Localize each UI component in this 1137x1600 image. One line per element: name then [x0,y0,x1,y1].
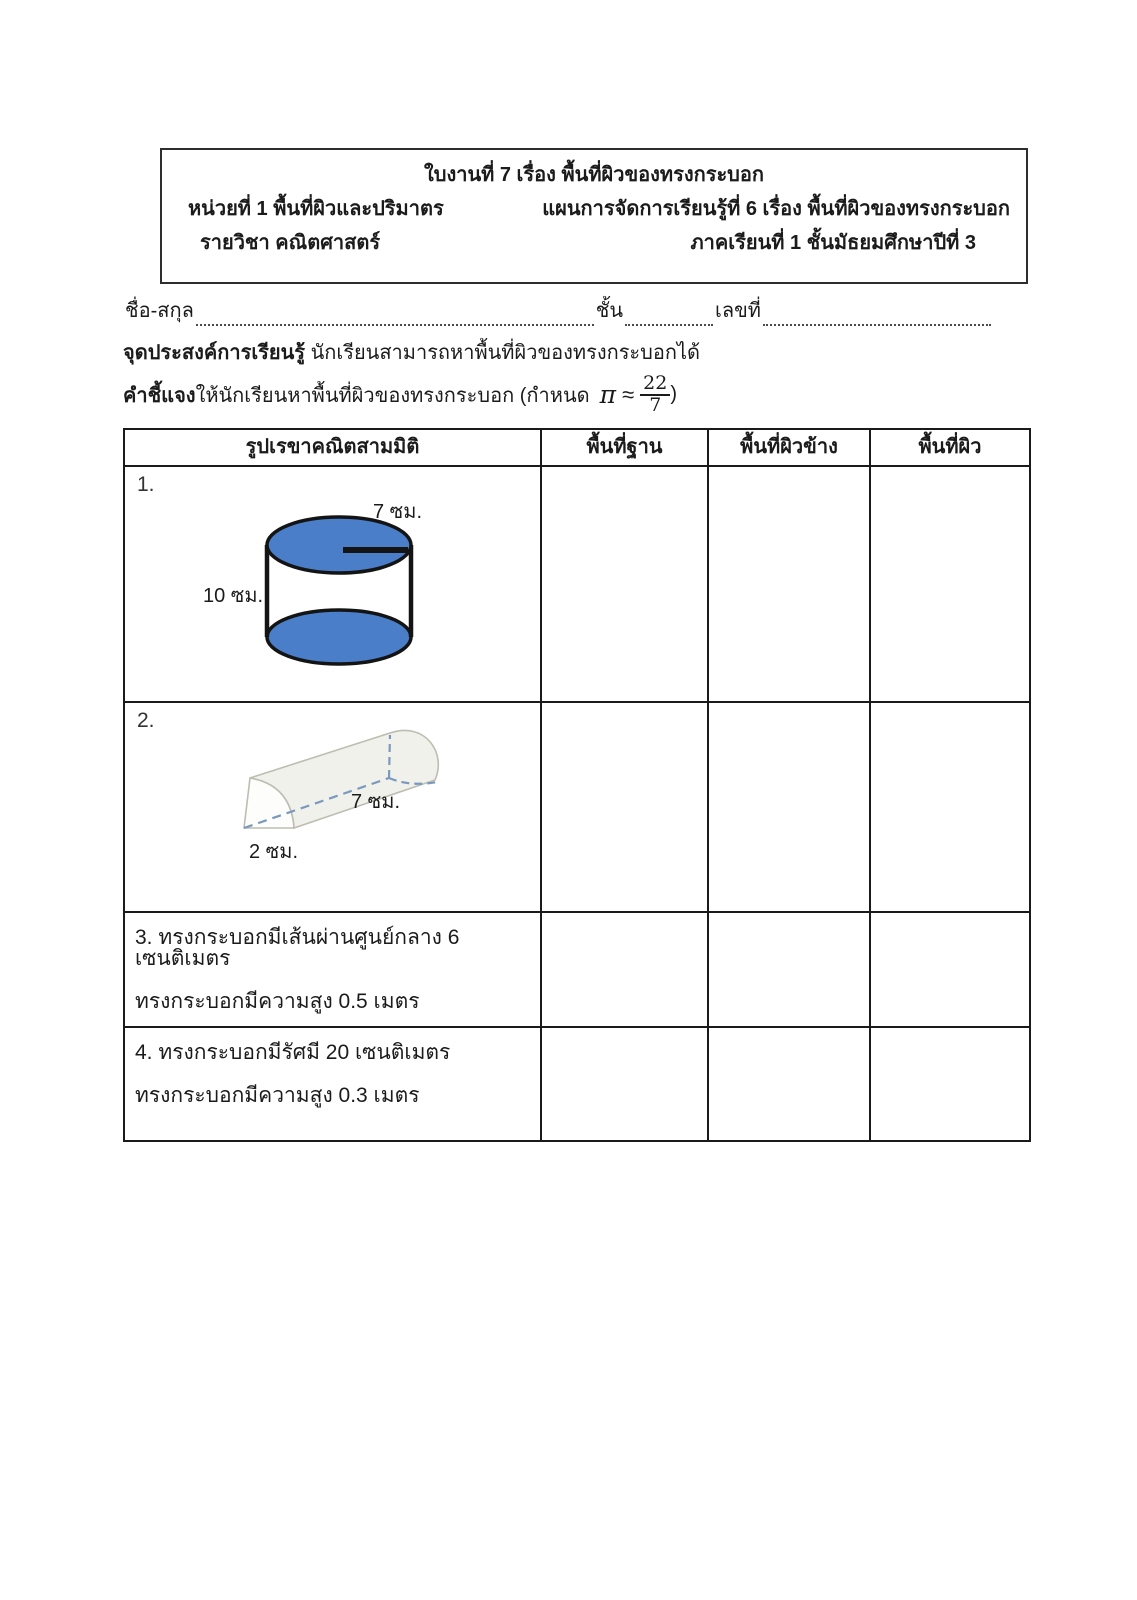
table-row [124,1027,1030,1141]
row3-line1: 3. ทรงกระบอกมีเส้นผ่านศูนย์กลาง 6 เซนติเมตร [135,926,460,970]
answer-cell-1-surface[interactable] [870,466,1030,702]
row4-line2: ทรงกระบอกมีความสูง 0.3 เมตร [135,1084,420,1107]
instructions [123,374,677,416]
name-label: ชื่อ-สกุล [125,300,194,322]
fraction-numerator: 22 [640,374,670,396]
unit-label: หน่วยที่ 1 พื้นที่ผิวและปริมาตร [188,198,444,220]
lesson-plan-label: แผนการจัดการเรียนรู้ที่ 6 เรื่อง พื้นที่ผิวของทรงกระบอก [542,198,1010,220]
table-row [124,466,1030,702]
figure-cell-1 [124,466,541,702]
col-header-surface-area: พื้นที่ผิว [870,429,1030,466]
half-cylinder-radius-label: 2 ซม. [249,841,298,863]
col-header-figure: รูปเรขาคณิตสามมิติ [124,429,541,466]
col-header-base-area: พื้นที่ฐาน [541,429,708,466]
row2-number: 2. [137,709,155,732]
instruction-label: คำชี้แจง [123,384,196,407]
class-label: ชั้น [595,300,624,322]
header-box [160,148,1028,284]
answer-cell-4-lateral[interactable] [708,1027,870,1141]
name-blank[interactable] [196,302,594,326]
row3-line2: ทรงกระบอกมีความสูง 0.5 เมตร [135,990,420,1013]
learning-objective [123,336,700,368]
problem-cell-4 [124,1027,541,1141]
subject-label: รายวิชา คณิตศาสตร์ [200,232,381,254]
pi-symbol: π [599,380,617,410]
instruction-closing: ) [670,383,677,406]
answer-cell-4-base[interactable] [541,1027,708,1141]
instruction-text: ให้นักเรียนหาพื้นที่ผิวของทรงกระบอก (กำหนด [195,384,590,407]
answer-cell-2-lateral[interactable] [708,702,870,912]
answer-cell-3-base[interactable] [541,912,708,1027]
pi-fraction [640,374,670,416]
answer-cell-3-surface[interactable] [870,912,1030,1027]
student-info-line [123,296,991,326]
fraction-denominator: 7 [649,393,662,416]
worksheet-title: ใบงานที่ 7 เรื่อง พื้นที่ผิวของทรงกระบอก [424,164,764,186]
semester-label: ภาคเรียนที่ 1 ชั้นมัธยมศึกษาปีที่ 3 [690,232,976,254]
answer-cell-3-lateral[interactable] [708,912,870,1027]
table-row [124,702,1030,912]
answer-cell-1-base[interactable] [541,466,708,702]
worksheet-table [123,428,1031,1142]
answer-cell-2-base[interactable] [541,702,708,912]
table-row [124,912,1030,1027]
approx-symbol: ≈ [622,381,635,407]
class-blank[interactable] [625,302,713,326]
row1-number: 1. [137,473,155,496]
answer-cell-1-lateral[interactable] [708,466,870,702]
figure-cell-2 [124,702,541,912]
objective-text: นักเรียนสามารถหาพื้นที่ผิวของทรงกระบอกได้ [305,342,701,364]
row4-line1: 4. ทรงกระบอกมีรัศมี 20 เซนติเมตร [135,1041,451,1064]
problem-cell-3 [124,912,541,1027]
answer-cell-2-surface[interactable] [870,702,1030,912]
table-header-row [124,429,1030,466]
objective-label: จุดประสงค์การเรียนรู้ [123,342,306,364]
number-blank[interactable] [763,302,991,326]
half-cylinder-length-label: 7 ซม. [351,791,400,813]
cylinder-radius-label: 7 ซม. [373,501,422,523]
number-label: เลขที่ [715,300,761,322]
answer-cell-4-surface[interactable] [870,1027,1030,1141]
cylinder-height-label: 10 ซม. [203,585,264,607]
col-header-lateral-area: พื้นที่ผิวข้าง [708,429,870,466]
